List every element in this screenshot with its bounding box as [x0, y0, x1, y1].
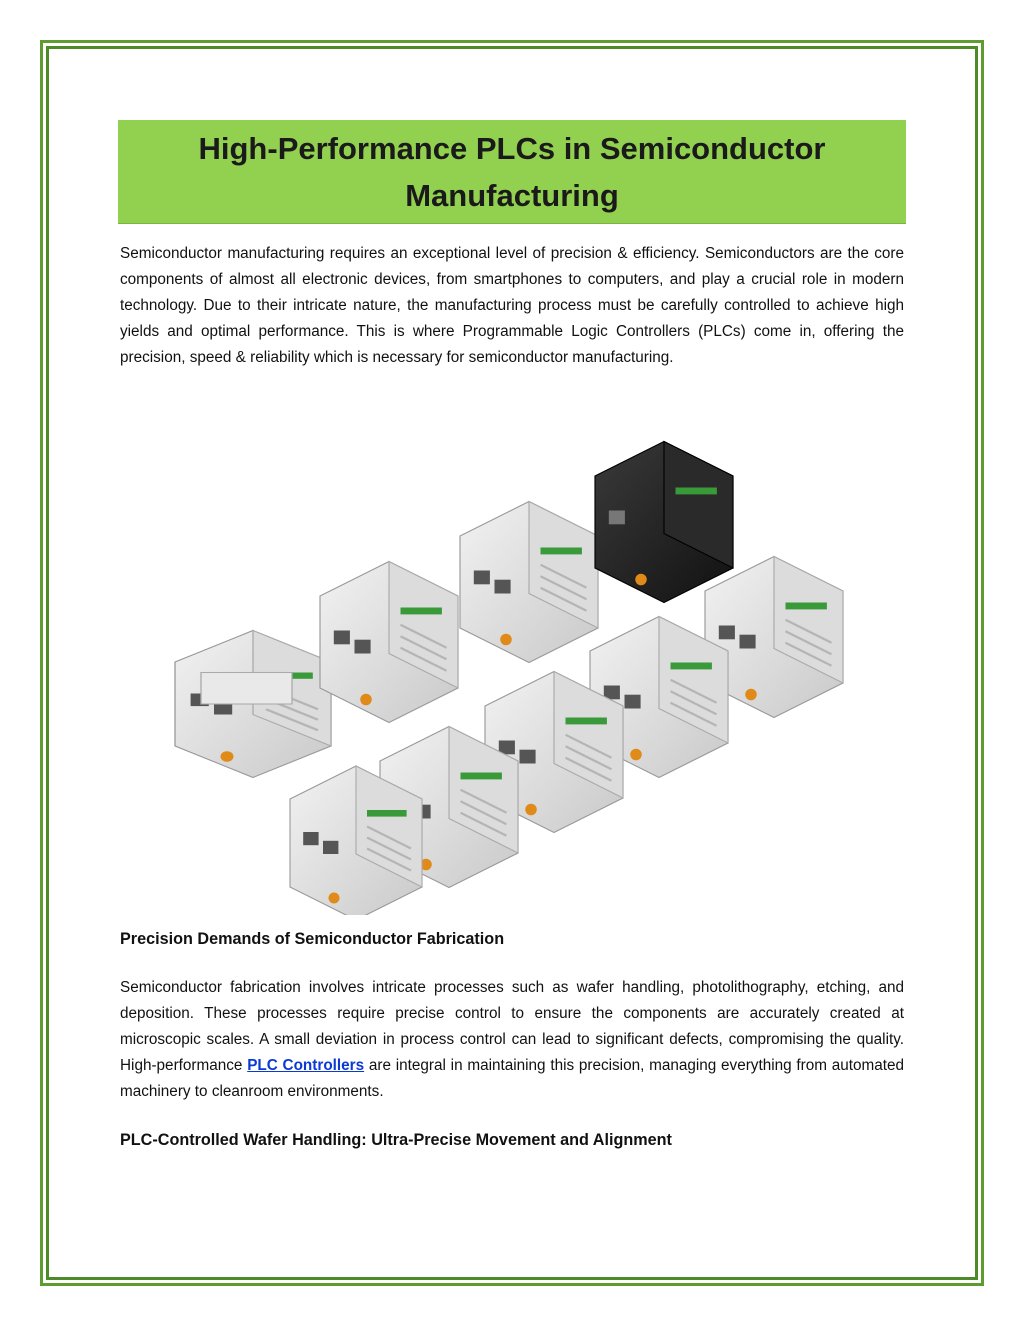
- section-paragraph-precision: [120, 975, 904, 1105]
- plc-products-image: [170, 425, 860, 915]
- title-banner: [118, 120, 906, 224]
- plc-controllers-link[interactable]: PLC Controllers: [247, 1056, 365, 1074]
- paragraph-text-before-link: Semiconductor fabrication involves intricate processes such as wafer handling, photolithography, etching, and deposition. These processes require precise control to ensure the components are accurately created at microscopic scales. A small deviation in process control can lead to significant defects, compromising the quality. High-performance: [120, 979, 904, 1074]
- paragraph-text-after-link: are integral in maintaining this precision, managing everything from automated machinery to cleanroom environments.: [120, 1056, 904, 1100]
- section-heading-precision: Precision Demands of Semiconductor Fabrication: [120, 930, 505, 948]
- intro-paragraph: Semiconductor manufacturing requires an exceptional level of precision & efficiency. Semiconductors are the core components of almost all electronic devices, from smartphones to computers, and play a crucial role in modern technology. Due to their intricate nature, the manufacturing process must be carefully controlled to achieve high yields and optimal performance. This is where Programmable Logic Controllers (PLCs) come in, offering the precision, speed & reliability which is necessary for semiconductor manufacturing.: [120, 245, 904, 366]
- section-heading-wafer-handling: PLC-Controlled Wafer Handling: Ultra-Precise Movement and Alignment: [120, 1131, 672, 1149]
- page-title: High-Performance PLCs in Semiconductor Manufacturing: [198, 130, 826, 213]
